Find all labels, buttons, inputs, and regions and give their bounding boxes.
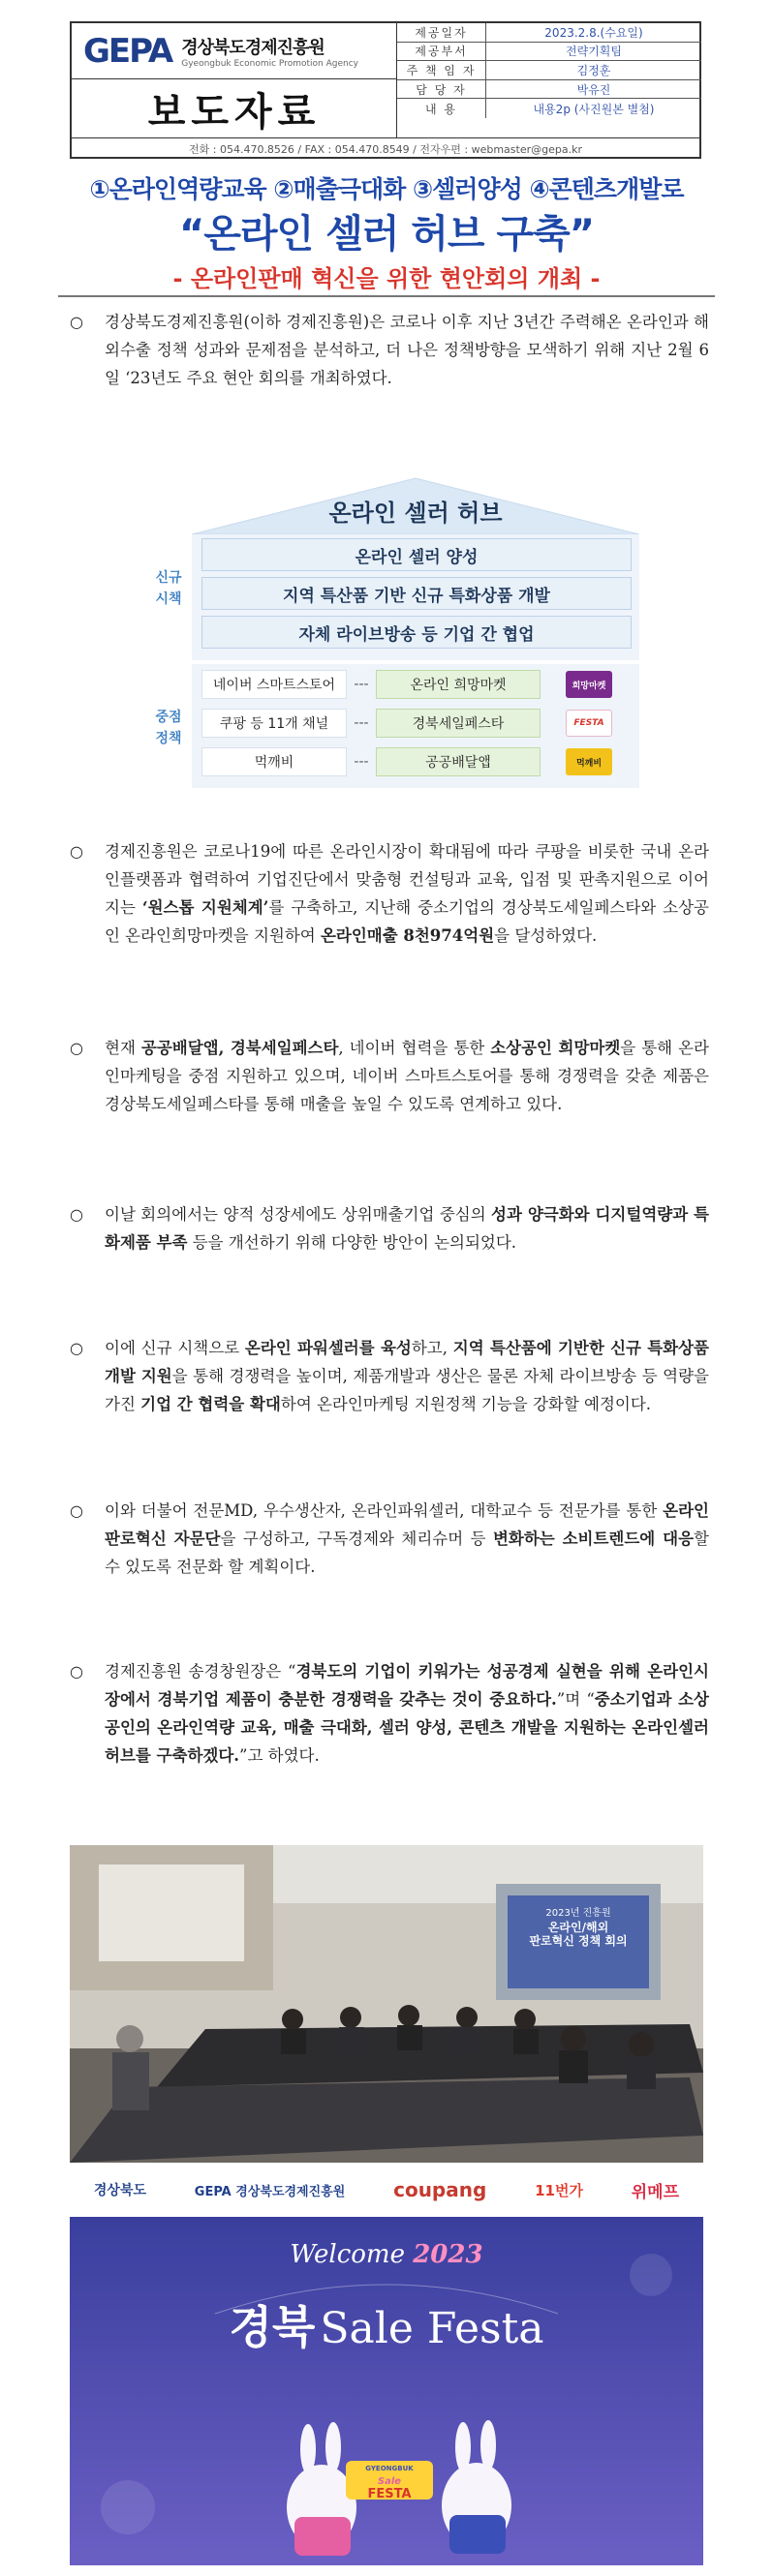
paragraph-text: 경제진흥원은 코로나19에 따른 온라인시장이 확대됨에 따라 쿠팡을 비롯한 국내 온라인플랫폼과 협력하여 기업진단에서 맞춤형 컨설팅과 교육, 입점 및 판촉지원으로 이어지는 ‘원스톱 지원체계’를 구축하고, 지난해 중소기업의 경상북도세일페스타와 소상공인 온라인희망마켓을 지원하여 온라인매출 8천974억원을 달성하였다. [105,842,709,945]
headline: “온라인 셀러 허브 구축” [178,212,595,257]
meta-key: 제공부서 [397,43,486,61]
connector: --- [354,715,369,731]
new-item-1: 온라인 셀러 양성 [201,538,632,571]
agency-logo [72,23,397,79]
paragraph-text: 이날 회의에서는 양적 성장세에도 상위매출기업 중심의 성과 양극화와 디지털역량과 특화제품 부족 등을 개선하기 위해 다양한 방안이 논의되었다. [105,1205,709,1252]
meta-table [397,23,701,137]
press-header [70,21,701,159]
meta-value: 2023.2.8.(수요일) [544,25,643,40]
meta-row [397,43,701,62]
bullet: ○ [70,1662,83,1681]
agency-name-en: Gyeongbuk Economic Promotion Agency [181,58,358,69]
meeting-photo [70,1845,703,2163]
focus-row-1 [201,670,612,699]
paragraph-5 [70,1334,709,1418]
gyeongbuk-logo: 경상북도 [93,2183,146,2198]
wemakeprice-logo: 위메프 [631,2182,680,2202]
focus-row-2 [201,709,612,738]
meta-row [397,99,701,118]
connector: --- [354,677,369,692]
bullet: ○ [70,313,83,331]
festa-badge: GYEONGBUK Sale FESTA [365,2465,414,2501]
program-label: 온라인 희망마켓 [376,670,541,699]
subheadline: - 온라인판매 혁신을 위한 현안회의 개최 - [172,265,601,292]
new-item-2: 지역 특산품 기반 신규 특화상품 개발 [201,577,632,610]
focus-row-3 [201,747,612,776]
bullet: ○ [70,1205,83,1224]
meta-key: 내 용 [397,99,486,118]
agency-name: 경상북도경제진흥원 [181,37,325,58]
paragraph-7 [70,1657,709,1770]
focus-policy-label: 중점 정책 [155,710,182,746]
program-label: 경북세일페스타 [376,709,541,738]
bullet: ○ [70,1039,83,1057]
paragraph-1 [70,308,709,392]
meta-value: 박유진 [576,82,611,97]
partner-logos [70,2174,703,2205]
new-policy-label: 신규 시책 [155,570,182,607]
meta-key: 제공일자 [397,23,486,42]
seller-hub-diagram [145,474,639,794]
meta-value: 김정훈 [576,63,611,77]
paragraph-text: 이에 신규 시책으로 온라인 파워셀러를 육성하고, 지역 특산품에 기반한 신규 특화상품 개발 지원을 통해 경쟁력을 높이며, 제품개발과 생산은 물론 자체 라이브방송 등 역량을 가진 기업 간 협력을 확대하여 온라인마케팅 지원정책 기능을 강화할 예정이다. [105,1339,709,1413]
paragraph-text: 이와 더불어 전문MD, 우수생산자, 온라인파워셀러, 대학교수 등 전문가를 통한 온라인 판로혁신 자문단을 구성하고, 구독경제와 체리슈머 등 변화하는 소비트렌드에 대응할 수 있도록 전문화 할 계획이다. [105,1501,709,1576]
sale-festa-logo: FESTA [566,710,612,737]
topics-line: ①온라인역량교육 ②매출극대화 ③셀러양성 ④콘텐츠개발로 [89,175,684,203]
meta-row [397,23,701,43]
contact-line: 전화 : 054.470.8526 / FAX : 054.470.8549 / 전자우편 : webmaster@gepa.kr [72,137,699,159]
header-left [72,23,397,137]
paragraph-text: 현재 공공배달앱, 경북세일페스타, 네이버 협력을 통한 소상공인 희망마켓을 통해 온라인마케팅을 중점 지원하고 있으며, 네이버 스마트스토어를 통해 경쟁력을 갖춘 제품은 경상북도세일페스타를 통해 매출을 높일 수 있도록 연계하고 있다. [105,1039,709,1113]
11st-logo: 11번가 [535,2181,583,2199]
meta-key: 담 당 자 [397,80,486,99]
meta-value: 내용2p (사진원본 별첨) [533,102,655,116]
program-label: 공공배달앱 [376,747,541,776]
meeting-photo-illustration [70,1845,703,2163]
paragraph-text: 경제진흥원 송경창원장은 “경북도의 기업이 키워가는 성공경제 실현을 위해 온라인시장에서 경북기업 제품이 충분한 경쟁력을 갖추는 것이 중요하다.”며 “중소기업과 소상공인의 온라인역량 교육, 매출 극대화, 셀러 양성, 콘텐츠 개발을 지원하는 온라인셀러 허브를 구축하겠다.”고 하였다. [105,1662,709,1765]
welcome-line: Welcome 2023 [290,2240,483,2269]
divider [58,295,715,297]
bullet: ○ [70,1339,83,1357]
channel-label: 네이버 스마트스토어 [201,670,347,699]
hope-market-logo: 희망마켓 [566,671,612,698]
paragraph-text: 경상북도경제진흥원(이하 경제진흥원)은 코로나 이후 지난 3년간 주력해온 온라인과 해외수출 정책 성과와 문제점을 분석하고, 더 나은 정책방향을 모색하기 위해 지난 2월 6일 ‘23년도 주요 현안 회의를 개최하였다. [105,313,709,387]
bullet: ○ [70,1501,83,1520]
paragraph-6 [70,1497,709,1581]
sale-festa-banner [70,2217,703,2565]
meta-row [397,80,701,100]
channel-label: 먹깨비 [201,747,347,776]
mukkaebi-logo: 먹깨비 [566,748,612,775]
banner-title: 경북 Sale Festa [229,2301,544,2353]
gepa-logo-mark: GEPA [83,31,172,71]
connector: --- [354,754,369,770]
doc-type-title: 보도자료 [147,89,322,135]
screen-caption: 2023년 진흥원 온라인/해외 판로혁신 정책 회의 [529,1908,628,1948]
meta-row [397,61,701,80]
gepa-logo: GEPA 경상북도경제진흥원 [194,2184,346,2199]
coupang-logo: coupang [393,2178,487,2201]
meta-key: 주 책 임 자 [397,61,486,79]
channel-label: 쿠팡 등 11개 채널 [201,709,347,738]
new-item-3: 자체 라이브방송 등 기업 간 협업 [201,616,632,649]
bullet: ○ [70,842,83,861]
paragraph-2 [70,837,709,950]
banner-illustration [70,2217,703,2565]
paragraph-4 [70,1200,709,1257]
diagram-title: 온라인 셀러 허브 [328,500,503,527]
paragraph-3 [70,1034,709,1118]
meta-value: 전략기획팀 [566,45,622,59]
